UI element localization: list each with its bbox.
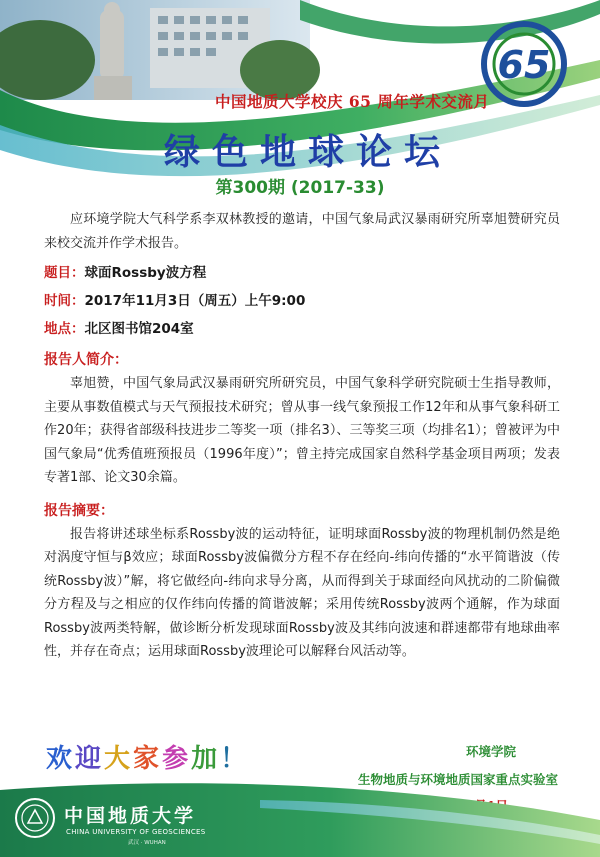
- svg-text:65: 65: [497, 43, 551, 87]
- time-row: [44, 291, 560, 311]
- event-line: 中国地质大学校庆 65 周年学术交流月: [215, 92, 490, 111]
- place-label: 地点：: [44, 321, 85, 337]
- topic-row: [44, 263, 560, 283]
- welcome-char: 欢: [46, 744, 76, 774]
- forum-title: 绿色地球论坛: [163, 131, 452, 173]
- welcome-char: 大: [104, 744, 134, 774]
- abstract-text: 报告将讲述球坐标系Rossby波的运动特征，证明球面Rossby波的物理机制仍然是绝对涡度守恒与β效应；球面Rossby波偏微分方程不存在经向-纬向传播的“水平简谐波（传统Rossby波）”解，将它做经向-纬向求导分离，从而得到关于球面经向风扰动的二阶偏微分方程及与之相应的仅作纬向传播的简谐波解；采用传统Rossby波两个通解，作为球面Rossby波两类特解，做诊断分析发现球面Rossby波及其纬向波速和群速都带有地球曲率性，并存在奇点；运用球面Rossby波理论可以解释台风活动等。: [44, 526, 560, 659]
- welcome-char: 加: [191, 744, 221, 774]
- university-name-cn: 中国地质大学: [64, 805, 197, 827]
- welcome-char: ！: [220, 744, 250, 774]
- intro-paragraph: 应环境学院大气科学系李双林教授的邀请，中国气象局武汉暴雨研究所辜旭赞研究员来校交流并作学术报告。: [44, 212, 560, 251]
- issue-number: 第300期 (2017-33): [215, 178, 385, 198]
- organizer-lab: 生物地质与环境地质国家重点实验室: [357, 772, 558, 787]
- welcome-char: 家: [133, 744, 163, 774]
- announcement-body: [44, 208, 560, 664]
- welcome-char: 参: [162, 744, 192, 774]
- abstract-heading: 报告摘要：: [44, 502, 114, 519]
- topic-label: 题目：: [44, 265, 85, 281]
- place-row: [44, 319, 560, 339]
- topic-value: 球面Rossby波方程: [84, 265, 207, 281]
- university-name-en: CHINA UNIVERSITY OF GEOSCIENCES: [66, 828, 206, 836]
- time-label: 时间：: [44, 293, 85, 309]
- organizer-school: 环境学院: [465, 744, 516, 759]
- university-emblem-icon: [14, 797, 56, 839]
- welcome-char: 迎: [75, 744, 105, 774]
- university-city: 武汉 · WUHAN: [128, 840, 166, 846]
- time-value: 2017年11月3日（周五）上午9:00: [84, 293, 306, 309]
- speaker-bio: 辜旭赞，中国气象局武汉暴雨研究所研究员，中国气象科学研究院硕士生指导教师，主要从事数值模式与天气预报技术研究；曾从事一线气象预报工作12年和从事气象科研工作20年；获得省部级科技进步二等奖一项（排名3）、三等奖三项（均排名1）；曾被评为中国气象局“优秀值班预报员（1996年度）”；曾主持完成国家自然科学基金项目两项；发表专著1部、论文30余篇。: [44, 376, 560, 485]
- speaker-heading: 报告人简介：: [44, 352, 128, 368]
- place-value: 北区图书馆204室: [84, 321, 194, 337]
